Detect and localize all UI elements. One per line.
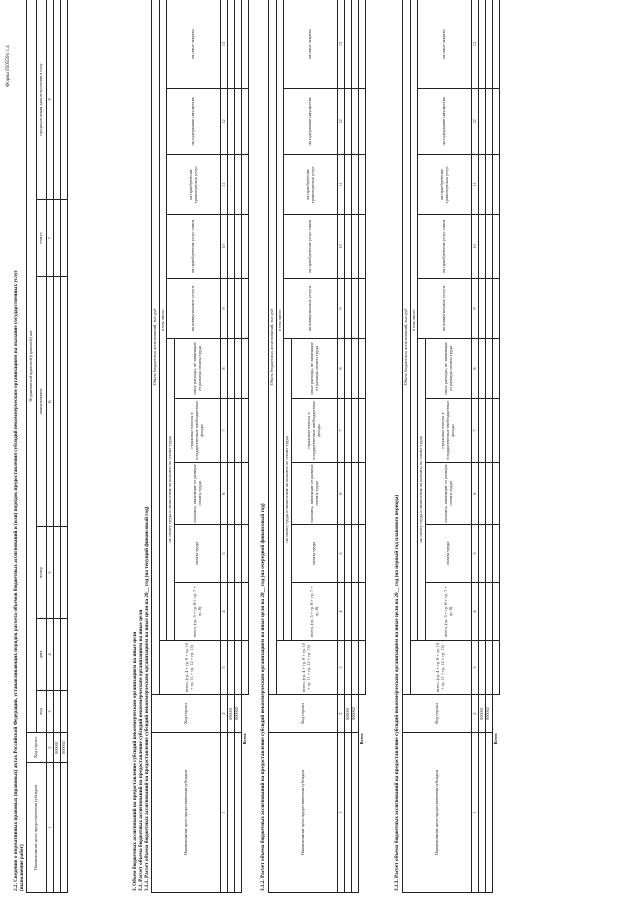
table-cell <box>485 583 492 641</box>
table-cell <box>61 691 68 733</box>
b1-col-insurance: страховые взносы в государственные внебюджетные фонды <box>175 399 221 463</box>
column-number: 6 <box>472 463 479 525</box>
b1-num: 1 <box>221 733 228 893</box>
table-cell <box>492 0 499 89</box>
table-cell <box>485 525 492 583</box>
table-cell <box>479 399 486 463</box>
b3-col-name: Наименование цели предоставления субсидии <box>403 733 472 893</box>
column-number: 6 <box>338 463 345 525</box>
table-cell <box>228 0 235 89</box>
table-cell <box>351 155 358 215</box>
table-cell <box>479 525 486 583</box>
table-cell <box>61 619 68 691</box>
table-cell <box>228 215 235 279</box>
table-cell <box>241 155 248 215</box>
table-cell <box>234 279 241 339</box>
table-cell <box>345 279 352 339</box>
table-cell <box>241 583 248 641</box>
budget-table-plan1 <box>402 0 500 893</box>
b1-col-transport: на приобретение транспортных услуг <box>167 155 221 215</box>
table-cell <box>492 339 499 399</box>
table-cell <box>358 215 365 279</box>
b1-incl: в том числе: <box>160 0 167 641</box>
column-number: 5 <box>221 525 228 583</box>
section-2-2-title: 2.2. Сведения о нормативных правовых (правовых) актах Российской Федерации, устанавливающих порядок расчета объемов бюджетных ассигнований и (или) порядок предоставления субсидий некоммерческим организациям на оказание государственных услуг <box>13 270 19 891</box>
table-cell <box>228 463 235 525</box>
b1-col-other: на иные затраты <box>167 0 221 89</box>
table-cell <box>351 215 358 279</box>
b2-col-code: Код строки <box>269 695 338 733</box>
acts-col-status: статус <box>37 200 47 277</box>
table-cell <box>54 200 61 277</box>
b3-col-insurance: страховые взносы в государственные внебюджетные фонды <box>426 399 472 463</box>
table-cell <box>485 399 492 463</box>
b2-col-utilities: на коммунальные услуги <box>284 279 338 339</box>
b2-incl: в том числе: <box>277 0 284 641</box>
table-cell <box>345 463 352 525</box>
table-cell <box>241 89 248 155</box>
column-number: 2 <box>221 695 228 733</box>
table-cell <box>54 0 61 200</box>
acts-row-1-name <box>54 763 61 893</box>
section-3-1-3-title: 3.1.3. Расчет объема бюджетных ассигнований на предоставление субсидий некоммерческим организациям на иные цели на 20__ год (на первый год планового периода) <box>394 494 400 891</box>
section-3-1-2-title: 3.1.2. Расчет объема бюджетных ассигнований на предоставление субсидий некоммерческим организациям на иные цели на 20__ год (на очередной финансовый год) <box>260 503 266 891</box>
b1-col-wage: оплата труда <box>175 525 221 583</box>
table-cell <box>358 89 365 155</box>
table-cell <box>234 155 241 215</box>
b2-col-property: на содержание имущества <box>284 89 338 155</box>
b3-num: 1 <box>472 733 479 893</box>
b2-col-other: на иные затраты <box>284 0 338 89</box>
table-cell <box>485 155 492 215</box>
table-cell <box>492 155 499 215</box>
table-cell <box>54 619 61 691</box>
table-cell <box>479 279 486 339</box>
table-cell <box>479 0 486 89</box>
section-3-1-1-title: 3.1.1. Расчет объема бюджетных ассигнований на предоставление субсидий некоммерческим организациям на иные цели на 20__ год (на текущий финансовый год) <box>144 506 150 891</box>
acts-group-act: Нормативный правовой (правовой) акт <box>27 0 37 733</box>
table-cell <box>228 89 235 155</box>
column-number: 8 <box>338 339 345 399</box>
section-3-1-title: 3.1. Расчет объема бюджетных ассигнований на предоставление субсидий некоммерческим организациям на иные цели <box>138 609 144 891</box>
section-2-2-title-cont: (выполнение работ) <box>19 844 25 891</box>
column-number: 12 <box>338 89 345 155</box>
table-cell <box>234 525 241 583</box>
table-cell <box>241 641 248 695</box>
column-number: 7 <box>338 399 345 463</box>
table-cell <box>234 641 241 695</box>
table-cell <box>241 339 248 399</box>
column-number: 13 <box>472 0 479 89</box>
table-cell <box>351 89 358 155</box>
b2-group-volume: Объем бюджетных ассигнований, тыс.руб <box>269 0 277 695</box>
column-number: 9 <box>472 279 479 339</box>
b3-col-comm: на приобретение услуг связи <box>418 215 472 279</box>
b3-col-transport: на приобретение транспортных услуг <box>418 155 472 215</box>
table-cell <box>345 641 352 695</box>
b1-col-dependent: выплаты, зависящие от размера оплаты труда <box>175 463 221 525</box>
b2-total-label: Всего <box>358 733 364 745</box>
b2-col-comm: на приобретение услуг связи <box>284 215 338 279</box>
b1-group-volume: Объем бюджетных ассигнований, тыс.руб <box>152 0 160 695</box>
b3-col-utilities: на коммунальные услуги <box>418 279 472 339</box>
b1-col-other-pay: иные расходы, не зависящие от размера оплаты труда <box>175 339 221 399</box>
column-number: 11 <box>221 155 228 215</box>
form-label: Форма 0505591 с.4 <box>5 45 11 87</box>
b1-col-pay-total: всего, (гр. 5 + гр. 6 + гр. 7 + гр. 8) <box>175 583 221 641</box>
table-cell <box>492 463 499 525</box>
column-number: 2 <box>338 695 345 733</box>
table-cell <box>234 0 241 89</box>
b3-row-2-code: 000002 <box>485 695 492 733</box>
b3-col-other-pay: иные расходы, не зависящие от размера оплаты труда <box>426 339 472 399</box>
table-cell <box>234 463 241 525</box>
b1-group-pay: на оплату труда и начисления на выплаты по оплате труда <box>167 339 175 641</box>
column-number: 10 <box>472 215 479 279</box>
acts-table <box>26 0 68 893</box>
column-number: 3 <box>472 641 479 695</box>
b1-total-label: Всего <box>241 733 247 745</box>
acts-col-vid: вид <box>37 691 47 733</box>
table-cell <box>485 215 492 279</box>
acts-col-date: дата <box>37 619 47 691</box>
b3-group-volume: Объем бюджетных ассигнований, тыс.руб <box>403 0 411 695</box>
column-number: 5 <box>472 525 479 583</box>
column-number: 8 <box>472 339 479 399</box>
b3-row-1-name <box>479 733 486 893</box>
table-cell <box>485 89 492 155</box>
column-number: 4 <box>221 583 228 641</box>
acts-row-1-code: 000001 <box>54 733 61 763</box>
column-number: 4 <box>472 583 479 641</box>
table-cell <box>228 525 235 583</box>
acts-row-2-name <box>61 763 68 893</box>
b2-col-total: всего, (гр. 4 + гр. 9 + гр. 10 + гр. 11 + гр. 12 + гр. 13) <box>277 641 338 695</box>
column-number: 9 <box>221 279 228 339</box>
table-cell <box>492 279 499 339</box>
b1-row-2-name <box>234 733 241 893</box>
column-number: 7 <box>472 399 479 463</box>
table-cell <box>61 527 68 619</box>
budget-table-current <box>151 0 249 893</box>
table-cell <box>228 583 235 641</box>
table-cell <box>241 215 248 279</box>
b2-col-transport: на приобретение транспортных услуг <box>284 155 338 215</box>
acts-num-6: 6 <box>47 277 54 527</box>
table-cell <box>485 0 492 89</box>
b2-col-name: Наименование цели предоставления субсидии <box>269 733 338 893</box>
table-cell <box>485 339 492 399</box>
b3-total-label: Всего <box>492 733 498 745</box>
table-cell <box>54 691 61 733</box>
table-cell <box>358 399 365 463</box>
table-cell <box>345 583 352 641</box>
table-cell <box>345 89 352 155</box>
b3-row-2-name <box>485 733 492 893</box>
b1-row-1-code: 000001 <box>228 695 235 733</box>
table-cell <box>351 399 358 463</box>
column-number: 4 <box>338 583 345 641</box>
b2-col-other-pay: иные расходы, не зависящие от размера оплаты труда <box>292 339 338 399</box>
b2-col-insurance: страховые взносы в государственные внебюджетные фонды <box>292 399 338 463</box>
table-cell <box>234 339 241 399</box>
b3-col-pay-total: всего, (гр. 5 + гр. 6 + гр. 7 + гр. 8) <box>426 583 472 641</box>
table-cell <box>358 155 365 215</box>
table-cell <box>479 215 486 279</box>
column-number: 10 <box>338 215 345 279</box>
b3-incl: в том числе: <box>411 0 418 641</box>
table-cell <box>351 0 358 89</box>
table-cell <box>234 89 241 155</box>
column-number: 3 <box>221 641 228 695</box>
b2-col-wage: оплата труда <box>292 525 338 583</box>
table-cell <box>241 399 248 463</box>
b2-num: 1 <box>338 733 345 893</box>
table-cell <box>351 463 358 525</box>
table-cell <box>492 583 499 641</box>
acts-col-title: наименование <box>37 277 47 527</box>
column-number: 3 <box>338 641 345 695</box>
table-cell <box>61 0 68 200</box>
table-cell <box>234 583 241 641</box>
table-cell <box>228 399 235 463</box>
table-cell <box>358 0 365 89</box>
table-cell <box>358 695 365 733</box>
table-cell <box>345 399 352 463</box>
table-cell <box>479 155 486 215</box>
table-cell <box>345 0 352 89</box>
table-cell <box>241 463 248 525</box>
b2-col-dependent: выплаты, зависящие от размера оплаты труда <box>292 463 338 525</box>
table-cell <box>492 525 499 583</box>
b3-col-wage: оплата труда <box>426 525 472 583</box>
table-cell <box>228 155 235 215</box>
column-number: 12 <box>221 89 228 155</box>
b3-group-pay: на оплату труда и начисления на выплаты по оплате труда <box>418 339 426 641</box>
table-cell <box>479 583 486 641</box>
column-number: 13 <box>338 0 345 89</box>
table-cell <box>358 463 365 525</box>
acts-num-8: 8 <box>47 0 54 200</box>
table-cell <box>54 527 61 619</box>
table-cell <box>492 89 499 155</box>
acts-num-4: 4 <box>47 619 54 691</box>
table-cell <box>485 279 492 339</box>
b3-col-code: Код строки <box>403 695 472 733</box>
table-cell <box>228 339 235 399</box>
column-number: 2 <box>472 695 479 733</box>
column-number: 7 <box>221 399 228 463</box>
table-cell <box>485 463 492 525</box>
b3-col-other: на иные затраты <box>418 0 472 89</box>
table-cell <box>54 277 61 527</box>
b1-row-1-name <box>228 733 235 893</box>
table-cell <box>492 641 499 695</box>
acts-col-name: Наименование цели предоставления субсидии <box>27 763 47 893</box>
table-cell <box>351 583 358 641</box>
table-cell <box>345 215 352 279</box>
acts-col-number: номер <box>37 527 47 619</box>
table-cell <box>241 525 248 583</box>
b1-col-total: всего, (гр. 4 + гр. 9 + гр. 10 + гр. 11 + гр. 12 + гр. 13) <box>160 641 221 695</box>
table-cell <box>358 279 365 339</box>
table-cell <box>479 463 486 525</box>
table-cell <box>345 339 352 399</box>
table-cell <box>241 279 248 339</box>
table-cell <box>61 277 68 527</box>
table-cell <box>228 279 235 339</box>
column-number: 9 <box>338 279 345 339</box>
section-3-title: 3. Объем бюджетных ассигнований на предоставление субсидий некоммерческим организациям на иные цели <box>132 631 138 891</box>
table-cell <box>479 641 486 695</box>
b1-col-code: Код строки <box>152 695 221 733</box>
b1-col-name: Наименование цели предоставления субсидии <box>152 733 221 893</box>
table-cell <box>492 215 499 279</box>
b1-col-comm: на приобретение услуг связи <box>167 215 221 279</box>
table-cell <box>61 200 68 277</box>
acts-row-2-code: 000002 <box>61 733 68 763</box>
b3-col-property: на содержание имущества <box>418 89 472 155</box>
table-cell <box>351 525 358 583</box>
acts-col-code: Код строки <box>27 733 47 763</box>
b2-group-pay: на оплату труда и начисления на выплаты по оплате труда <box>284 339 292 641</box>
b2-row-2-name <box>351 733 358 893</box>
b2-col-pay-total: всего, (гр. 5 + гр. 6 + гр. 7 + гр. 8) <box>292 583 338 641</box>
table-cell <box>358 525 365 583</box>
column-number: 12 <box>472 89 479 155</box>
table-cell <box>492 695 499 733</box>
column-number: 6 <box>221 463 228 525</box>
table-cell <box>228 641 235 695</box>
table-cell <box>345 155 352 215</box>
column-number: 5 <box>338 525 345 583</box>
table-cell <box>345 525 352 583</box>
acts-num-7: 7 <box>47 200 54 277</box>
column-number: 10 <box>221 215 228 279</box>
table-cell <box>479 89 486 155</box>
acts-num-3: 3 <box>47 691 54 733</box>
table-cell <box>241 0 248 89</box>
table-cell <box>351 339 358 399</box>
table-cell <box>234 215 241 279</box>
table-cell <box>351 641 358 695</box>
column-number: 11 <box>338 155 345 215</box>
table-cell <box>358 339 365 399</box>
acts-num-5: 5 <box>47 527 54 619</box>
budget-table-next <box>268 0 366 893</box>
table-cell <box>358 583 365 641</box>
table-cell <box>492 399 499 463</box>
column-number: 11 <box>472 155 479 215</box>
acts-num-1: 1 <box>47 763 54 893</box>
table-cell <box>351 279 358 339</box>
b2-row-1-name <box>345 733 352 893</box>
table-cell <box>485 641 492 695</box>
b3-col-total: всего, (гр. 4 + гр. 9 + гр. 10 + гр. 11 + гр. 12 + гр. 13) <box>411 641 472 695</box>
column-number: 8 <box>221 339 228 399</box>
table-cell <box>241 695 248 733</box>
acts-col-effective: предполагаемая дата вступления в силу <box>37 0 47 200</box>
table-cell <box>358 641 365 695</box>
table-cell <box>234 399 241 463</box>
b1-col-utilities: на коммунальные услуги <box>167 279 221 339</box>
b2-row-1-code: 000001 <box>345 695 352 733</box>
b1-col-property: на содержание имущества <box>167 89 221 155</box>
column-number: 13 <box>221 0 228 89</box>
b3-col-dependent: выплаты, зависящие от размера оплаты труда <box>426 463 472 525</box>
b1-row-2-code: 000002 <box>234 695 241 733</box>
acts-num-2: 2 <box>47 733 54 763</box>
table-cell <box>479 339 486 399</box>
b3-row-1-code: 000001 <box>479 695 486 733</box>
b2-row-2-code: 000002 <box>351 695 358 733</box>
